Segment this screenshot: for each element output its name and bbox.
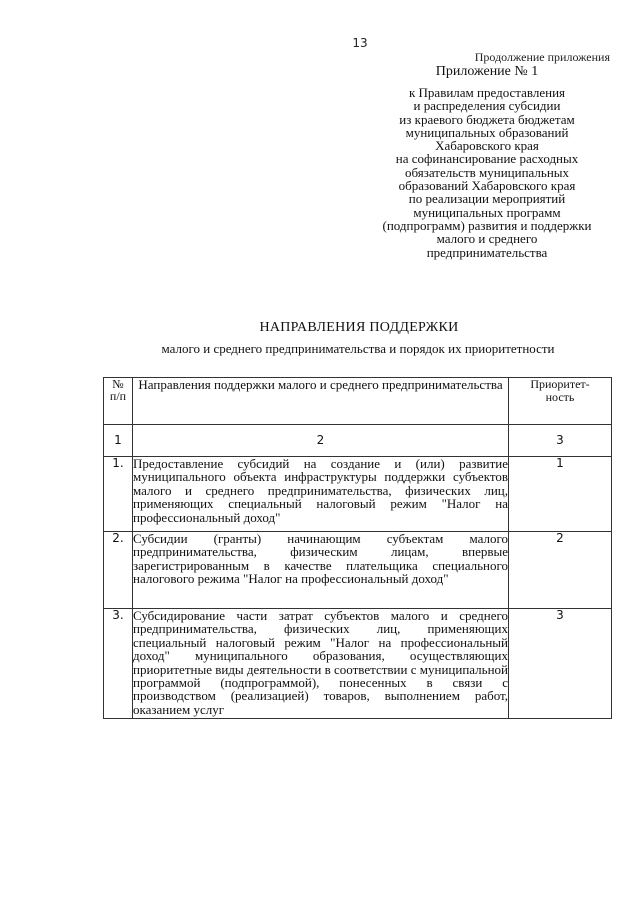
appendix-reference — [357, 86, 617, 259]
appendix-line: малого и среднего — [436, 231, 538, 247]
continuation-note: Продолжение приложения — [474, 50, 610, 64]
row-direction: Субсидии (гранты) начинающим субъектам малого предпринимательства, физическим лицам, впервые зарегистрированным в качестве плательщика специального налогового режима "Налог на профессиональный доход" — [133, 532, 509, 609]
document-title: НАПРАВЛЕНИЯ ПОДДЕРЖКИ — [259, 320, 459, 335]
appendix-line: к Правилам предоставления — [408, 85, 566, 100]
header-number-sign: № — [112, 377, 124, 391]
header-number — [104, 378, 133, 425]
header-number-abbr: п/п — [109, 389, 127, 403]
support-directions-table — [103, 377, 612, 719]
row-direction: Предоставление субсидий на создание и (или) развитие муниципального объекта инфраструктуры поддержки субъектов малого и среднего предпринимательства, физических лиц, применяющих специальный налоговый режим "Налог на профессиональный доход" — [133, 457, 509, 532]
row-number: 1. — [104, 457, 133, 532]
appendix-line: обязательств муниципальных — [404, 164, 570, 180]
page-number: 13 — [352, 36, 368, 50]
appendix-line: образований Хабаровского края — [398, 178, 576, 194]
column-index: 1 — [104, 425, 133, 457]
appendix-line: предпринимательства — [426, 244, 548, 260]
row-direction: Субсидирование части затрат субъектов малого и среднего предпринимательства, физических лиц, применяющих специальный налоговый режим "Налог на профессиональный доход" муниципального образования, осуществляющих приоритетные виды деятельности в соответствии с муниципальной программой (подпрограммой), понесенных в связи с производством (реализацией) товаров, выполнением работ, оказанием услуг — [133, 608, 508, 717]
header-direction: Направления поддержки малого и среднего предпринимательства — [133, 378, 509, 425]
row-number: 3. — [104, 609, 133, 719]
appendix-line: на софинансирование расходных — [395, 151, 579, 167]
table-row — [104, 609, 612, 719]
table-row — [104, 532, 612, 609]
table-header-row — [104, 378, 612, 425]
appendix-line: Хабаровского края — [435, 138, 539, 154]
header-priority-line1: Приоритет- — [530, 377, 590, 391]
row-priority: 1 — [509, 457, 612, 532]
column-index: 2 — [133, 425, 509, 457]
appendix-line: и распределения субсидии — [413, 98, 561, 114]
column-index: 3 — [509, 425, 612, 457]
column-index-row — [104, 425, 612, 457]
appendix-title: Приложение № 1 — [435, 64, 539, 79]
appendix-line: из краевого бюджета бюджетам — [399, 111, 575, 127]
appendix-line: муниципальных образований — [405, 124, 569, 140]
table-row — [104, 457, 612, 532]
appendix-line: муниципальных программ — [413, 204, 561, 220]
header-priority-line2: ность — [545, 390, 575, 404]
header-priority — [509, 378, 612, 425]
appendix-line: (подпрограмм) развития и поддержки — [382, 217, 592, 233]
row-number: 2. — [104, 532, 133, 609]
appendix-line: по реализации мероприятий — [408, 191, 566, 207]
row-priority: 2 — [509, 532, 612, 609]
row-priority: 3 — [509, 609, 612, 719]
document-subtitle: малого и среднего предпринимательства и порядок их приоритетности — [161, 341, 555, 356]
